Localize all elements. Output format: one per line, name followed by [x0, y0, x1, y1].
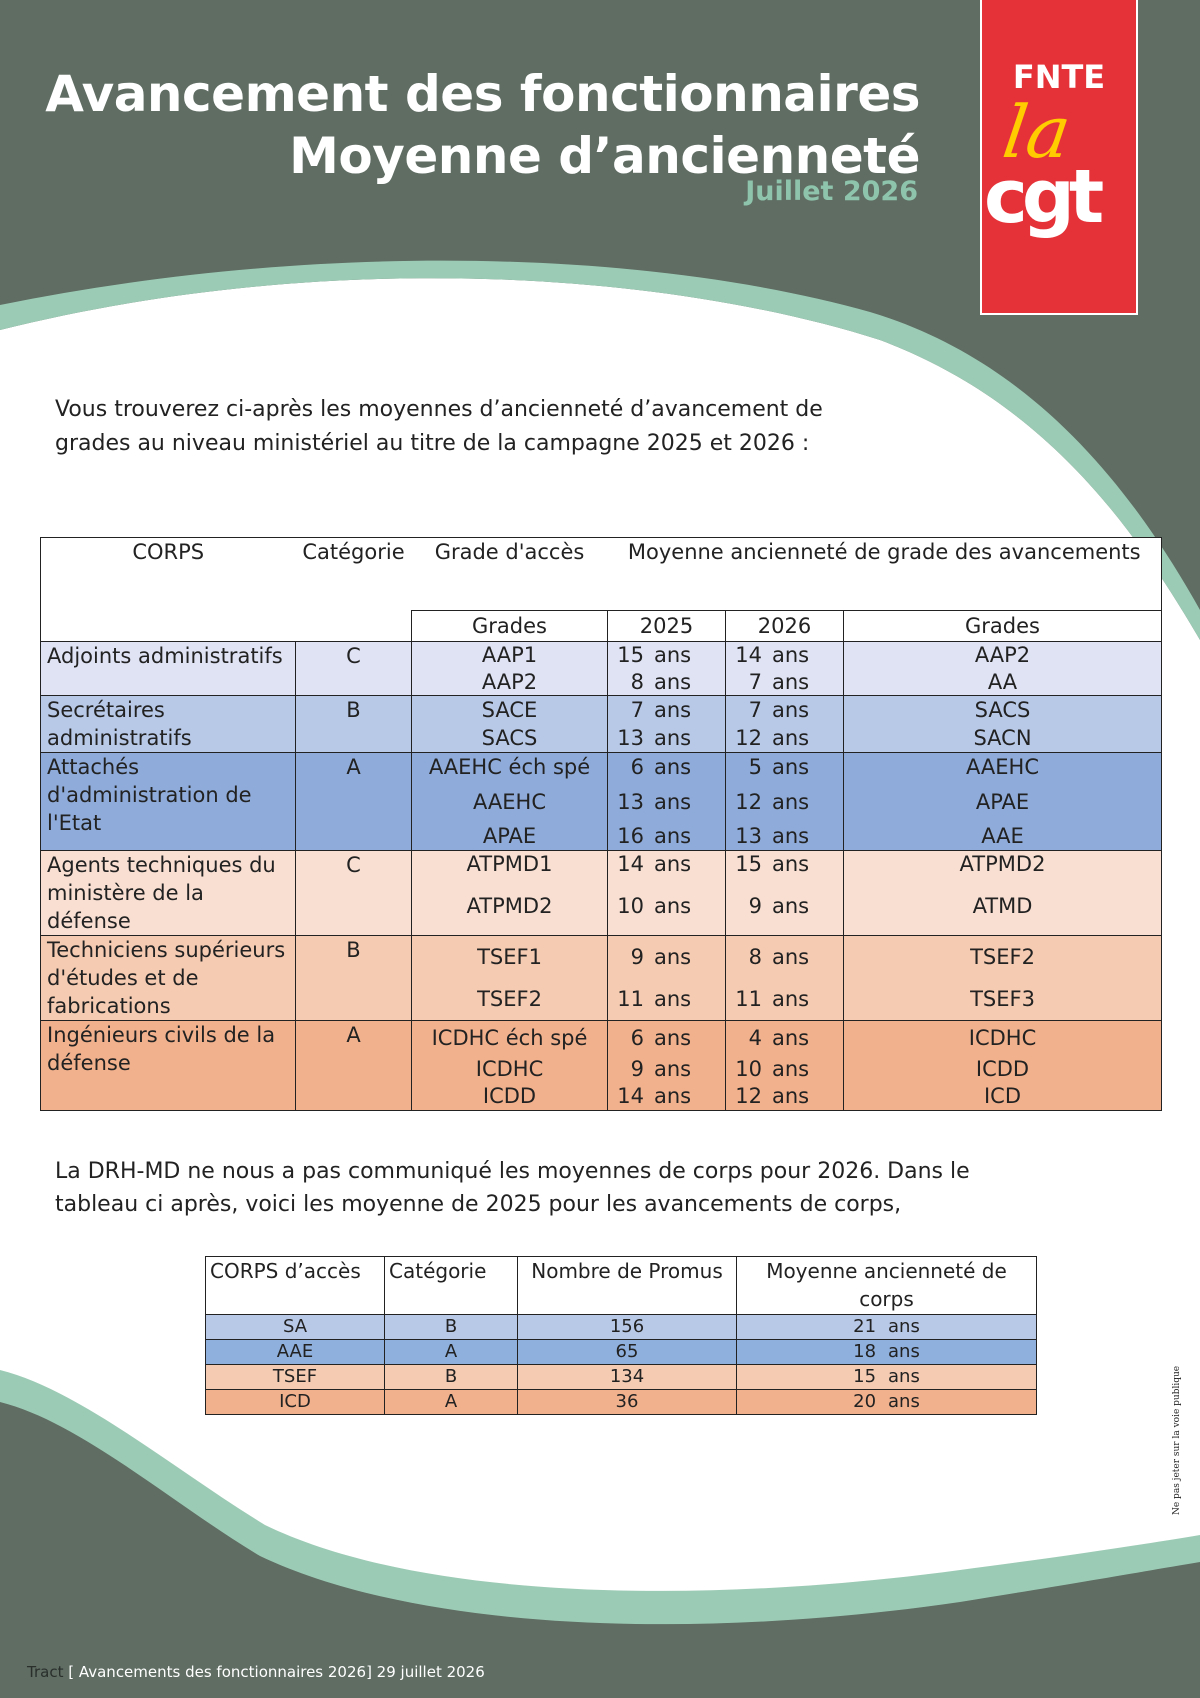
bottom-band [0, 1400, 1200, 1698]
unit-2025: ans [648, 978, 726, 1021]
grade-destination: ATPMD2 [844, 851, 1162, 878]
grade-acces: AAP2 [412, 669, 608, 696]
unit-2026: ans [766, 1055, 844, 1083]
corps-categorie: A [296, 1021, 412, 1111]
grade-acces: ICDD [412, 1083, 608, 1111]
grade-destination: AAP2 [844, 642, 1162, 669]
table-subheader-row [41, 611, 1162, 642]
value-2025: 9 [608, 1055, 649, 1083]
corps-name: Attachés d'administration de l'Etat [41, 753, 296, 851]
value-2026: 8 [726, 936, 767, 979]
unit-2026: ans [766, 1083, 844, 1111]
value-2025: 8 [608, 669, 649, 696]
nombre-promus: 134 [518, 1365, 737, 1390]
grade-destination: SACS [844, 696, 1162, 725]
moyenne-corps [737, 1390, 1037, 1415]
value-2025: 16 [608, 823, 649, 851]
corps-categorie: B [385, 1365, 518, 1390]
corps-categorie: C [296, 642, 412, 696]
value-2026: 7 [726, 696, 767, 725]
moyenne-corps [737, 1340, 1037, 1365]
grade-acces: AAP1 [412, 642, 608, 669]
grade-destination: APAE [844, 781, 1162, 823]
corps-categorie: C [296, 851, 412, 936]
footer-text: [ Avancements des fonctionnaires 2026] 29 juillet 2026 [68, 1663, 485, 1681]
unit-2026: ans [766, 724, 844, 753]
unit-2026: ans [766, 978, 844, 1021]
moyenne-unit: ans [888, 1341, 920, 1362]
table-row [41, 1021, 1162, 1055]
grade-acces: ICDHC [412, 1055, 608, 1083]
moyenne-value: 18 [853, 1341, 877, 1362]
value-2026: 12 [726, 781, 767, 823]
moyenne-corps [737, 1315, 1037, 1340]
grade-destination: TSEF3 [844, 978, 1162, 1021]
unit-2025: ans [648, 1021, 726, 1055]
unit-2026: ans [766, 851, 844, 878]
col-header-grade-acces: Grade d'accès [412, 538, 608, 611]
cgt-logo [980, 0, 1138, 315]
col-header-categorie: Catégorie [296, 538, 412, 611]
value-2026: 9 [726, 878, 767, 936]
corps-advancement-table [205, 1256, 1037, 1415]
subheader-2026: 2026 [726, 611, 844, 642]
unit-2026: ans [766, 642, 844, 669]
publication-date: Juillet 2026 [745, 176, 918, 207]
value-2026: 13 [726, 823, 767, 851]
grade-acces: ICDHC éch spé [412, 1021, 608, 1055]
value-2026: 10 [726, 1055, 767, 1083]
unit-2025: ans [648, 753, 726, 781]
value-2026: 15 [726, 851, 767, 878]
unit-2026: ans [766, 878, 844, 936]
grade-acces: AAEHC [412, 781, 608, 823]
value-2026: 7 [726, 669, 767, 696]
col-header-nombre-promus: Nombre de Promus [518, 1257, 737, 1315]
grade-destination: ICDHC [844, 1021, 1162, 1055]
logo-fnte-text: FNTE [1012, 58, 1106, 96]
corps-name: Adjoints administratifs [41, 642, 296, 696]
grade-destination: AAEHC [844, 753, 1162, 781]
value-2026: 11 [726, 978, 767, 1021]
corps-table-header-row [206, 1257, 1037, 1315]
table-row [206, 1340, 1037, 1365]
value-2025: 6 [608, 1021, 649, 1055]
moyenne-unit: ans [888, 1391, 920, 1412]
corps-acces: AAE [206, 1340, 385, 1365]
moyenne-value: 15 [853, 1366, 877, 1387]
col-header-corps-acces: CORPS d’accès [206, 1257, 385, 1315]
note-paragraph: La DRH-MD ne nous a pas communiqué les moyennes de corps pour 2026. Dans le tableau ci après, voici les moyenne de 2025 pour les avancements de corps, [55, 1159, 970, 1217]
corps-table-body [206, 1315, 1037, 1415]
corps-name: Ingénieurs civils de la défense [41, 1021, 296, 1111]
value-2025: 11 [608, 978, 649, 1021]
unit-2025: ans [648, 936, 726, 979]
footer-label: Tract [27, 1663, 64, 1681]
unit-2026: ans [766, 936, 844, 979]
table-header-row [41, 538, 1162, 611]
value-2025: 13 [608, 781, 649, 823]
grade-destination: SACN [844, 724, 1162, 753]
corps-acces: TSEF [206, 1365, 385, 1390]
col-header-moyenne-corps: Moyenne ancienneté de corps [737, 1257, 1037, 1315]
moyenne-unit: ans [888, 1366, 920, 1387]
table-row [41, 696, 1162, 725]
grade-acces: TSEF1 [412, 936, 608, 979]
unit-2026: ans [766, 823, 844, 851]
col-header-moyenne: Moyenne ancienneté de grade des avancements [608, 538, 1162, 611]
grade-destination: ATMD [844, 878, 1162, 936]
logo-la-script: la [998, 90, 1076, 174]
table-row [41, 753, 1162, 781]
corps-categorie: A [385, 1390, 518, 1415]
table-row [41, 936, 1162, 979]
grade-acces: AAEHC éch spé [412, 753, 608, 781]
grade-acces: ATPMD1 [412, 851, 608, 878]
corps-acces: ICD [206, 1390, 385, 1415]
value-2025: 13 [608, 724, 649, 753]
unit-2025: ans [648, 1055, 726, 1083]
grade-acces: TSEF2 [412, 978, 608, 1021]
value-2025: 7 [608, 696, 649, 725]
moyenne-corps [737, 1365, 1037, 1390]
grade-advancement-body [41, 538, 1162, 1111]
table-row [41, 851, 1162, 878]
corps-categorie: A [296, 753, 412, 851]
title-line-2: Moyenne d’ancienneté [289, 127, 920, 185]
value-2025: 10 [608, 878, 649, 936]
grade-destination: ICD [844, 1083, 1162, 1111]
grade-acces: ATPMD2 [412, 878, 608, 936]
corps-name: Agents techniques du ministère de la défense [41, 851, 296, 936]
unit-2026: ans [766, 781, 844, 823]
moyenne-unit: ans [888, 1316, 920, 1337]
unit-2025: ans [648, 1083, 726, 1111]
grade-advancement-table [40, 537, 1162, 1111]
unit-2026: ans [766, 753, 844, 781]
corps-acces: SA [206, 1315, 385, 1340]
value-2025: 6 [608, 753, 649, 781]
corps-categorie: A [385, 1340, 518, 1365]
unit-2025: ans [648, 823, 726, 851]
subheader-grades-dest: Grades [844, 611, 1162, 642]
unit-2025: ans [648, 696, 726, 725]
grade-acces: SACS [412, 724, 608, 753]
subheader-2025: 2025 [608, 611, 726, 642]
intro-paragraph: Vous trouverez ci-après les moyennes d’ancienneté d’avancement de grades au niveau ministériel au titre de la campagne 2025 et 2026 : [55, 397, 823, 456]
unit-2026: ans [766, 696, 844, 725]
corps-categorie: B [385, 1315, 518, 1340]
table-row [206, 1390, 1037, 1415]
col-header-corps: CORPS [41, 538, 296, 611]
table-row [206, 1365, 1037, 1390]
title-line-1: Avancement des fonctionnaires [45, 65, 920, 123]
value-2025: 15 [608, 642, 649, 669]
grade-destination: TSEF2 [844, 936, 1162, 979]
value-2025: 14 [608, 851, 649, 878]
grade-acces: APAE [412, 823, 608, 851]
moyenne-value: 21 [853, 1316, 877, 1337]
nombre-promus: 36 [518, 1390, 737, 1415]
nombre-promus: 65 [518, 1340, 737, 1365]
unit-2025: ans [648, 642, 726, 669]
value-2026: 12 [726, 724, 767, 753]
footer [27, 1663, 485, 1681]
unit-2025: ans [648, 669, 726, 696]
value-2026: 14 [726, 642, 767, 669]
corps-name: Secrétaires administratifs [41, 696, 296, 753]
unit-2025: ans [648, 851, 726, 878]
unit-2025: ans [648, 724, 726, 753]
nombre-promus: 156 [518, 1315, 737, 1340]
grade-acces: SACE [412, 696, 608, 725]
unit-2025: ans [648, 878, 726, 936]
corps-name: Techniciens supérieurs d'études et de fabrications [41, 936, 296, 1021]
value-2026: 12 [726, 1083, 767, 1111]
col-header-categorie: Catégorie [385, 1257, 518, 1315]
grade-destination: ICDD [844, 1055, 1162, 1083]
moyenne-value: 20 [853, 1391, 877, 1412]
value-2026: 4 [726, 1021, 767, 1055]
unit-2025: ans [648, 781, 726, 823]
unit-2026: ans [766, 669, 844, 696]
logo-cgt-text: cgt [984, 154, 1099, 240]
unit-2026: ans [766, 1021, 844, 1055]
value-2025: 14 [608, 1083, 649, 1111]
side-note: Ne pas jeter sur la voie publique [1172, 1365, 1182, 1515]
corps-categorie: B [296, 696, 412, 753]
subheader-grades: Grades [412, 611, 608, 642]
table-row [41, 642, 1162, 669]
table-row [206, 1315, 1037, 1340]
value-2026: 5 [726, 753, 767, 781]
corps-categorie: B [296, 936, 412, 1021]
grade-destination: AAE [844, 823, 1162, 851]
grade-destination: AA [844, 669, 1162, 696]
value-2025: 9 [608, 936, 649, 979]
